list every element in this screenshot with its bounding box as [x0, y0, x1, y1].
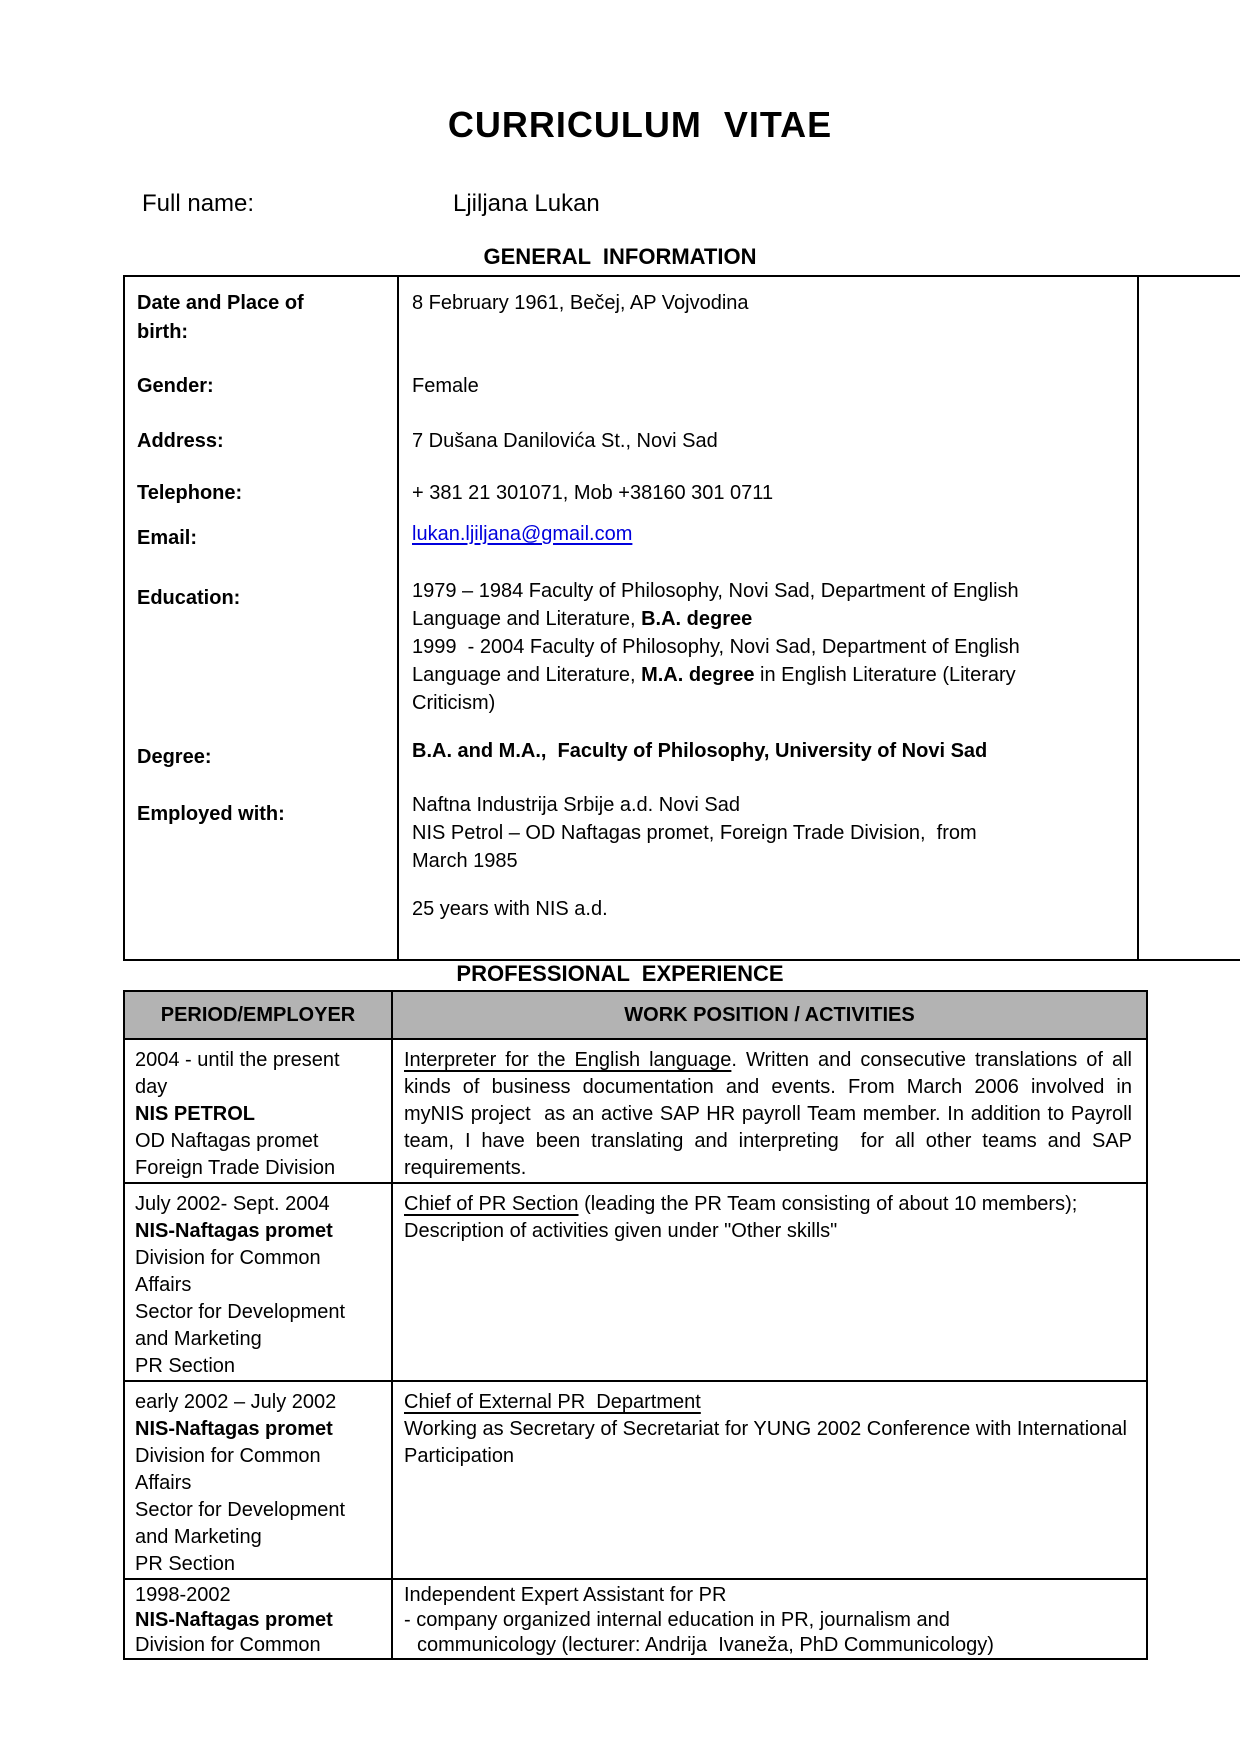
full-name-value: Ljiljana Lukan [453, 190, 600, 217]
experience-header-row [124, 991, 1147, 1039]
general-table-right-divider [1137, 277, 1139, 959]
years-with-nis-note: 25 years with NIS a.d. [412, 898, 608, 920]
experience-row-2004-present [124, 1039, 1147, 1183]
gender-label: Gender: [137, 375, 214, 397]
professional-experience-table [123, 990, 1148, 1660]
professional-experience-heading: PROFESSIONAL EXPERIENCE [456, 961, 784, 986]
experience-row-early-2002 [124, 1381, 1147, 1579]
address-label: Address: [137, 430, 224, 452]
telephone-label: Telephone: [137, 482, 243, 504]
email-link[interactable]: lukan.ljiljana@gmail.com [412, 523, 633, 545]
work-cell: Independent Expert Assistant for PR - company organized internal education in PR, journalism and communicology (lecturer: Andrija Ivaneža, PhD Communicology) [392, 1579, 1147, 1659]
ma-degree-text: M.A. degree [641, 664, 755, 686]
work-cell: Chief of PR Section (leading the PR Team consisting of about 10 members); Description of activities given under "Other skills" [392, 1183, 1147, 1381]
email-label: Email: [137, 527, 198, 549]
address-value: 7 Dušana Danilovića St., Novi Sad [412, 430, 718, 452]
degree-value: B.A. and M.A., Faculty of Philosophy, University of Novi Sad [412, 740, 988, 762]
experience-row-1998-2002 [124, 1579, 1147, 1659]
position-title: Chief of External PR Department [404, 1391, 701, 1413]
general-table-column-divider [397, 277, 399, 959]
education-label: Education: [137, 587, 241, 609]
degree-label: Degree: [137, 746, 212, 768]
work-cell: Interpreter for the English language. Written and consecutive translations of all kinds of business documentation and events. From March 2006 involved in myNIS project as an active SAP HR payroll Team member. In addition to Payroll team, I have been translating and interpreting for all other teams and SAP requirements. [392, 1039, 1147, 1183]
ba-degree-text: B.A. degree [641, 608, 753, 630]
telephone-value: + 381 21 301071, Mob +38160 301 0711 [412, 482, 774, 504]
work-position-header: WORK POSITION / ACTIVITIES [392, 991, 1147, 1039]
position-title: Independent Expert Assistant for PR [404, 1584, 727, 1606]
work-cell: Chief of External PR Department Working as Secretary of Secretariat for YUNG 2002 Conference with International Participation [392, 1381, 1147, 1579]
gender-value: Female [412, 375, 479, 397]
employed-with-value: Naftna Industrija Srbije a.d. Novi Sad NIS Petrol – OD Naftagas promet, Foreign Trade Division, from March 1985 [412, 794, 977, 872]
period-cell: early 2002 – July 2002 NIS-Naftagas promet Division for Common Affairs Sector for Development and Marketing PR Section [124, 1381, 392, 1579]
period-cell: July 2002- Sept. 2004 NIS-Naftagas promet Division for Common Affairs Sector for Development and Marketing PR Section [124, 1183, 392, 1381]
experience-row-2002-2004 [124, 1183, 1147, 1381]
birth-value: 8 February 1961, Bečej, AP Vojvodina [412, 292, 749, 314]
position-title: Interpreter for the English language [404, 1049, 732, 1071]
position-title: Chief of PR Section [404, 1193, 579, 1215]
email-value [412, 520, 1122, 548]
full-name-label: Full name: [142, 190, 255, 217]
employed-with-label: Employed with: [137, 803, 285, 825]
page-title: CURRICULUM VITAE [447, 104, 833, 145]
period-cell: 2004 - until the present day NIS PETROL OD Naftagas promet Foreign Trade Division [124, 1039, 392, 1183]
birth-label: Date and Place of birth: [137, 292, 304, 343]
period-employer-header: PERIOD/EMPLOYER [124, 991, 392, 1039]
education-value: 1979 – 1984 Faculty of Philosophy, Novi Sad, Department of English Language and Literature, B.A. degree 1999 - 2004 Faculty of Philosophy, Novi Sad, Department of English Language and Literature, M.A. degree in English Literature (Literary Criticism) [412, 580, 1020, 714]
general-information-table [123, 275, 1240, 961]
period-cell: 1998-2002 NIS-Naftagas promet Division for Common [124, 1579, 392, 1659]
general-information-heading: GENERAL INFORMATION [483, 244, 757, 269]
